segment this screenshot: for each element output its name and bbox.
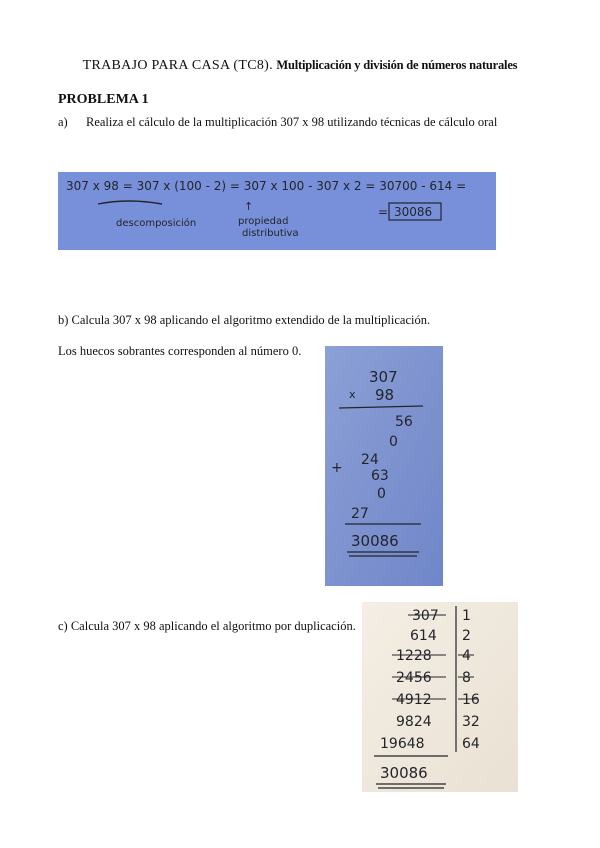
- hw-partial-5: 0: [377, 486, 386, 502]
- hw-row-7-left: 19648: [380, 736, 425, 752]
- hw-row-5-right: 16: [462, 692, 480, 708]
- hw-times: x: [349, 388, 356, 401]
- part-a-handwriting-svg: [58, 172, 496, 250]
- hw-result: 30086: [394, 205, 433, 219]
- hw-row-3-left: 1228: [396, 648, 432, 664]
- hw-result-b: 30086: [351, 532, 399, 550]
- title-subtitle: Multiplicación y división de números naturales: [276, 58, 518, 72]
- part-a-handwriting-photo: [58, 172, 496, 250]
- hw-plus: +: [331, 460, 343, 476]
- hw-note-descomposicion: descomposición: [116, 218, 197, 229]
- hw-partial-2: 0: [389, 434, 398, 450]
- part-a-text: Realiza el cálculo de la multiplicación 307 x 98 utilizando técnicas de cálculo oral: [86, 115, 498, 129]
- hw-row-4-left: 2456: [396, 670, 432, 686]
- hw-partial-6: 27: [351, 506, 369, 522]
- hw-arrow: ↑: [244, 200, 254, 213]
- problem-heading: PROBLEMA 1: [58, 92, 149, 107]
- hw-equals: =: [378, 205, 389, 219]
- part-c-handwriting-svg: [362, 602, 518, 792]
- hw-result-c: 30086: [380, 764, 428, 782]
- hw-row-1-left: 307: [412, 608, 439, 624]
- page-title: [0, 58, 600, 74]
- hw-row-5-left: 4912: [396, 692, 432, 708]
- hw-partial-3: 24: [361, 452, 379, 468]
- hw-multiplier: 98: [375, 386, 395, 404]
- hw-note-propiedad: propiedad: [238, 216, 289, 227]
- hw-row-2-right: 2: [462, 628, 471, 644]
- hw-row-6-left: 9824: [396, 714, 432, 730]
- title-main: TRABAJO PARA CASA (TC8).: [82, 58, 273, 73]
- hw-row-7-right: 64: [462, 736, 480, 752]
- hw-row-4-right: 8: [462, 670, 471, 686]
- hw-multiplicand: 307: [369, 368, 398, 386]
- part-c-statement: c) Calcula 307 x 98 aplicando el algoritmo por duplicación.: [58, 619, 356, 633]
- hw-row-1-right: 1: [462, 608, 471, 624]
- hw-note-distributiva: distributiva: [242, 228, 299, 239]
- part-b-handwriting-photo: [325, 346, 443, 586]
- hw-row-2-left: 614: [410, 628, 437, 644]
- hw-partial-1: 56: [395, 414, 413, 430]
- part-a-label: a): [58, 115, 68, 129]
- hw-row-3-right: 4: [462, 648, 471, 664]
- part-a-statement: [58, 115, 497, 130]
- part-b-statement: b) Calcula 307 x 98 aplicando el algoritmo extendido de la multiplicación.: [58, 313, 431, 327]
- hw-expression: 307 x 98 = 307 x (100 - 2) = 307 x 100 - 307 x 2 = 30700 - 614 =: [66, 179, 467, 193]
- part-b-handwriting-svg: [325, 346, 443, 586]
- hw-partial-4: 63: [371, 468, 389, 484]
- part-b-note: Los huecos sobrantes corresponden al número 0.: [58, 344, 302, 358]
- hw-row-6-right: 32: [462, 714, 480, 730]
- part-c-handwriting-photo: [362, 602, 518, 792]
